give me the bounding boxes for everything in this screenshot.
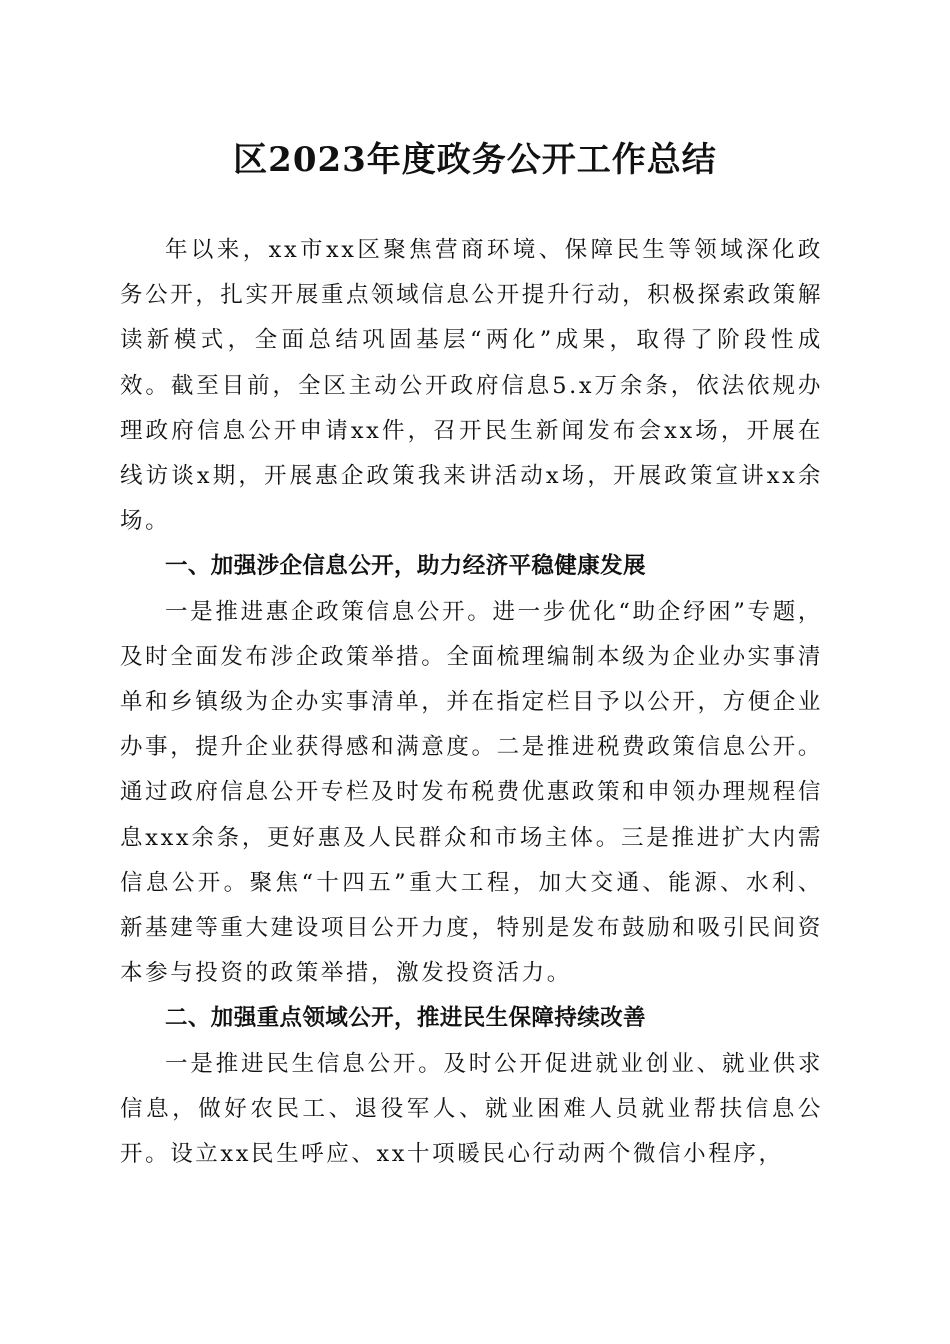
document-title: 区2023年度政务公开工作总结 [233,140,717,180]
section-2-paragraph: 一是推进民生信息公开。及时公开促进就业创业、就业供求信息，做好农民工、退役军人、就业困难人员就业帮扶信息公开。设立xx民生呼应、xx十项暖民心行动两个微信小程序， [120,1050,823,1168]
section-heading-2: 二、加强重点领域公开，推进民生保障持续改善 [165,1005,646,1032]
section-heading-1: 一、加强涉企信息公开，助力经济平稳健康发展 [165,553,646,580]
section-1-paragraph: 一是推进惠企政策信息公开。进一步优化“助企纾困”专题，及时全面发布涉企政策举措。全面梳理编制本级为企业办实事清单和乡镇级为企办实事清单，并在指定栏目予以公开，方便企业办事，提升企业获得感和满意度。二是推进税费政策信息公开。通过政府信息公开专栏及时发布税费优惠政策和申领办理规程信息xxx余条，更好惠及人民群众和市场主体。三是推进扩大内需信息公开。聚焦“十四五”重大工程，加大交通、能源、水利、新基建等重大建设项目公开力度，特别是发布鼓励和吸引民间资本参与投资的政策举措，激发投资活力。 [120,598,823,987]
document-body [120,228,823,1177]
intro-paragraph: 年以来，xx市xx区聚焦营商环境、保障民生等领域深化政务公开，扎实开展重点领域信息公开提升行动，积极探索政策解读新模式，全面总结巩固基层“两化”成果，取得了阶段性成效。截至目前，全区主动公开政府信息5.x万余条，依法依规办理政府信息公开申请xx件，召开民生新闻发布会xx场，开展在线访谈x期，开展惠企政策我来讲活动x场，开展政策宣讲xx余场。 [120,237,823,535]
